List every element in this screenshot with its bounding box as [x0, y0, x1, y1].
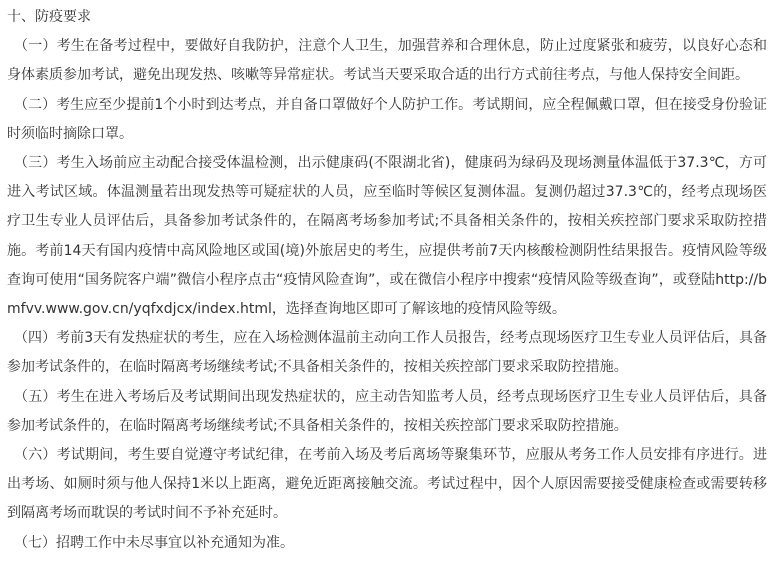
- paragraph-3: （三）考生入场前应主动配合接受体温检测，出示健康码(不限湖北省)，健康码为绿码及现场测量体温低于37.3℃，方可进入考试区域。体温测量若出现发热等可疑症状的人员，应至临时等候区复测体温。复测仍超过37.3℃的，经考点现场医疗卫生专业人员评估后，具备参加考试条件的，在隔离考场参加考试;不具备相关条件的，按相关疾控部门要求采取防控措施。考前14天有国内疫情中高风险地区或国(境)外旅居史的考生，应提供考前7天内核酸检测阴性结果报告。疫情风险等级查询可使用“国务院客户端”微信小程序点击“疫情风险查询”，或在微信小程序中搜索“疫情风险等级查询”，或登陆http://bmfvv.www.gov.cn/yqfxdjcx/index.html，选择查询地区即可了解该地的疫情风险等级。: [7, 155, 767, 318]
- paragraph-7: （七）招聘工作中未尽事宜以补充通知为准。: [14, 534, 294, 551]
- paragraph-5: （五）考生在进入考场后及考试期间出现发热症状的，应主动告知监考人员，经考点现场医疗卫生专业人员评估后，具备参加考试条件的，在临时隔离考场继续考试;不具备相关条件的，按相关疾控部门要求采取防控措施。: [7, 388, 767, 434]
- paragraph-1: （一）考生在备考过程中，要做好自我防护，注意个人卫生，加强营养和合理休息，防止过度紧张和疲劳，以良好心态和身体素质参加考试，避免出现发热、咳嗽等异常症状。考试当天要采取合适的出行方式前往考点，与他人保持安全间距。: [7, 38, 767, 84]
- paragraph-4: （四）考前3天有发热症状的考生，应在入场检测体温前主动向工作人员报告，经考点现场医疗卫生专业人员评估后，具备参加考试条件的，在临时隔离考场继续考试;不具备相关条件的，按相关疾控部门要求采取防控措施。: [7, 330, 767, 376]
- paragraph-6: （六）考试期间，考生要自觉遵守考试纪律，在考前入场及考后离场等聚集环节，应服从考务工作人员安排有序进行。进出考场、如厕时须与他人保持1米以上距离，避免近距离接触交流。考试过程中，因个人原因需要接受健康检查或需要转移到隔离考场而耽误的考试时间不予补充延时。: [7, 447, 767, 522]
- section-heading: 十、防疫要求: [7, 9, 91, 25]
- paragraph-2: （二）考生应至少提前1个小时到达考点，并自备口罩做好个人防护工作。考试期间，应全程佩戴口罩，但在接受身份验证时须临时摘除口罩。: [7, 96, 767, 142]
